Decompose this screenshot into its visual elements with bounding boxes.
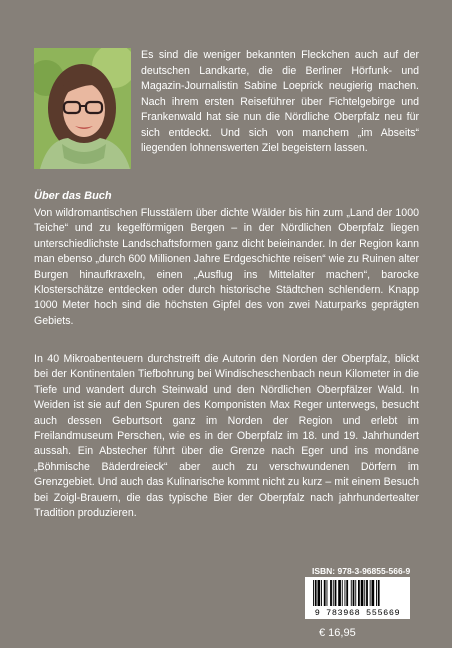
- barcode-bar: [318, 580, 321, 606]
- barcode-bar: [345, 580, 346, 606]
- isbn-label: ISBN: 978-3-96855-566-9: [312, 566, 411, 576]
- author-photo: [34, 48, 131, 169]
- barcode-bar: [333, 580, 334, 606]
- barcode-bar: [355, 580, 356, 606]
- barcode-bar: [370, 580, 371, 606]
- barcode-bar: [353, 580, 355, 606]
- barcode-bar: [364, 580, 365, 606]
- barcode-bar: [335, 580, 337, 606]
- barcode-bar: [338, 580, 341, 606]
- barcode-bar: [313, 580, 314, 606]
- book-description-paragraph-2: In 40 Mikroabenteuern durchstreift die Autorin den Norden der Oberpfalz, blickt bei der Kontinentalen Tiefbohrung bei Windischeschenbach neun Kilometer in die Tiefe und wandert durch Steinwald und den Nördlichen Oberpfälzer Wald. In Weiden ist sie auf den Spuren des Komponisten Max Reger unterwegs, besucht auch dessen Geburtsort ganz im Norden der Region und erlebt im Freilandmuseum Perschen, wie es in der Oberpfalz im 18. und 19. Jahrhundert aussah. Ein Abstecher führt über die Grenze nach Eger und ins mondäne „Böhmische Bäderdreieck“ aber auch zu verschwundenen Dörfern im Grenzgebiet. Und auch das Kulinarische kommt nicht zu kurz – mit einem Besuch bei Zoigl-Brauern, die das typische Bier der Oberpfalz nach jahrhundertealter Tradition produzieren.: [34, 353, 419, 520]
- author-bio: Es sind die weniger bekannten Fleckchen auch auf der deutschen Landkarte, die die Berliner Hörfunk- und Magazin-Journalistin Sabine Loeprick neugierig machen. Nach ihrem ersten Reiseführer über Fichtelgebirge und Frankenwald hat sie nun die Nördliche Oberpfalz neu für sich entdeckt. Und sich von manchem „im Abseits“ liegenden lohnenswerten Ziel begeistern lassen.: [141, 49, 419, 154]
- barcode-bar: [321, 580, 322, 606]
- barcode-bar: [342, 580, 343, 606]
- barcode-bar: [327, 580, 328, 606]
- barcode-bar: [376, 580, 377, 606]
- book-description-paragraph-1: Von wildromantischen Flusstälern über dichte Wälder bis hin zum „Land der 1000 Teiche“ und zu kegelförmigen Bergen – in der Nördlichen Oberpfalz liegen unterschiedlichste Landschaftsformen ganz dicht beieinander. In der Region kann man ebenso „durch 600 Millionen Jahre Erdgeschichte reisen“ wie zu Ruinen alter Burgen hinaufkraxeln, einen „Ausflug ins Mittelalter machen“, barocke Klosterschätze entdecken oder durch historische Städtchen schlendern. Knapp 1000 Meter hoch sind die höchsten Gipfel des von zwei Naturparks geprägten Gebiets.: [34, 207, 419, 327]
- barcode-bar: [358, 580, 360, 606]
- barcode-bar: [315, 580, 317, 606]
- barcode-bar: [330, 580, 332, 606]
- barcode-bar: [351, 580, 352, 606]
- section-heading: Über das Buch: [34, 190, 112, 202]
- barcode-digits: 9 783968 555669: [314, 608, 401, 618]
- price: € 16,95: [319, 627, 356, 639]
- barcode-bar: [324, 580, 326, 606]
- barcode-bar: [346, 580, 348, 606]
- barcode-bar: [378, 580, 380, 606]
- barcode-bar: [361, 580, 364, 606]
- barcode-bar: [372, 580, 375, 606]
- barcode-bar: [366, 580, 368, 606]
